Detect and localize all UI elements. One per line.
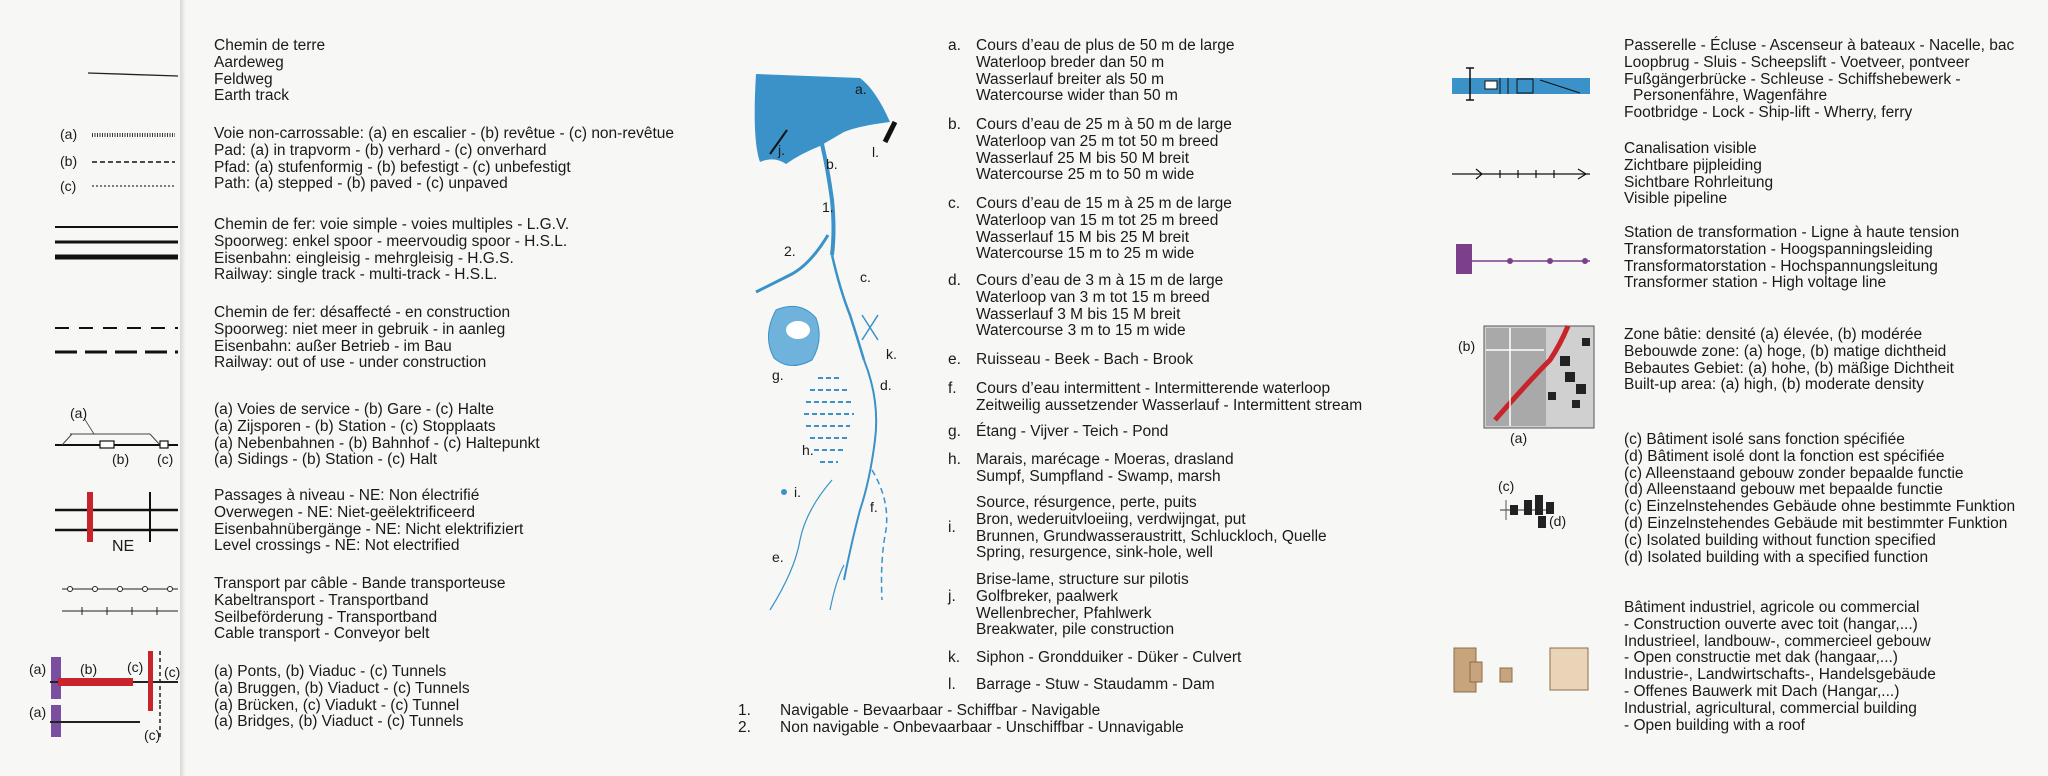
right-symbols (1440, 0, 1620, 776)
railway-disused-text: Chemin de fer: désaffecté - en construction Spoorweg: niet meer in gebruik - in aanleg Eisenbahn: außer Betrieb - im Bau Railway: out of use - under construction (214, 304, 511, 372)
map-label-b: b. (826, 156, 838, 172)
level-crossing-text: Passages à niveau - NE: Non électrifié Overwegen - NE: Niet-geëlektrificeerd Eisenbahnübergänge - NE: Nicht elektrifiziert Level crossings - NE: Not electrified (214, 487, 524, 555)
map-label-a: a. (855, 81, 867, 97)
navigable-line-2: 2. Non navigable - Onbevaarbaar - Unschiffbar - Unnavigable (738, 719, 1184, 736)
isolated-label-c: (c) (1498, 478, 1515, 494)
pipeline-symbol (1452, 169, 1590, 179)
bridges-text: (a) Ponts, (b) Viaduc - (c) Tunnels (a) Bruggen, (b) Viaduct - (c) Tunnels (a) Brücken, (c) Viadukt - (c) Tunnel (a) Bridges, (b) Viaduct - (c) Tunnels (214, 663, 470, 731)
dam-symbol (885, 122, 895, 142)
brook-2 (830, 565, 844, 610)
bridges-label-c1: (c) (127, 659, 144, 675)
sidings-label-a: (a) (70, 405, 88, 421)
transformer-text: Station de transformation - Ligne à haute tension Transformatorstation - Hoogspanningsleiding Transformatorstation - Hochspannungsleitung Transformer station - High voltage line (1624, 224, 1960, 292)
level-crossing-symbol (55, 492, 178, 542)
stream-d (844, 360, 876, 580)
intermittent-stream (872, 470, 887, 600)
bridges-label-a: (a) (29, 661, 47, 677)
brook (770, 480, 832, 610)
level-crossing-ne-label: NE (112, 538, 135, 555)
path-label-c: (c) (60, 178, 77, 194)
left-symbols (0, 0, 215, 776)
map-label-l: l. (872, 144, 879, 160)
map-label-c: c. (860, 269, 871, 285)
railway-text: Chemin de fer: voie simple - voies multiples - L.G.V. Spoorweg: enkel spoor - meervoudig spoor - H.S.L. Eisenbahn: eingleisig - mehrgleisig - H.G.S. Railway: single track - multi-track - H.S.L. (214, 216, 570, 284)
earth-track-line (88, 73, 178, 76)
water-features-map (740, 60, 920, 620)
sidings-label-c: (c) (157, 451, 174, 467)
map-label-1: 1. (822, 199, 834, 215)
bridges-label-c2: (c) (164, 664, 181, 680)
built-up-area-symbol (1484, 326, 1594, 428)
map-label-g: g. (772, 367, 784, 383)
map-label-2: 2. (784, 243, 796, 259)
earth-track-text: Chemin de terre Aardeweg Feldweg Earth track (214, 37, 326, 105)
footbridge-text: Passerelle - Écluse - Ascenseur à bateaux - Nacelle, bac Loopbrug - Sluis - Scheepslift - Voetveer, pontveer Fußgängerbrücke - Schleuse - Schiffshebewerk - Personenfähre, Wagenfähre Footbridge - Lock - Ship-lift - Wherry, ferry (1624, 37, 2015, 122)
pipeline-text: Canalisation visible Zichtbare pijpleiding Sichtbare Rohrleitung Visible pipeline (1624, 140, 1774, 208)
map-label-i: i. (794, 484, 801, 500)
spring-symbol (781, 489, 787, 495)
industrial-text: Bâtiment industriel, agricole ou commercial - Construction ouverte avec toit (hangar,...) Industrieel, landbouw-, commercieel gebouw - Open constructie met dak (hangaar,...) Industrie-, Landwirtschafts-, Handelsgebäude - Offenes Bauwerk mit Dach (Hangar,...) Industrial, agricultural, commercial building - Open building with a roof (1624, 599, 1936, 734)
built-up-label-a: (a) (1510, 430, 1528, 446)
footbridge-lock-symbol (1452, 68, 1590, 100)
culvert-symbol (862, 315, 878, 340)
cable-transport-symbol (62, 587, 178, 616)
bridges-label-c3: (c) (144, 727, 161, 743)
map-label-f: f. (870, 499, 878, 515)
isolated-building-symbol (1500, 495, 1554, 528)
path-label-b: (b) (60, 153, 78, 169)
navigable-line-1: 1. Navigable - Bevaarbaar - Schiffbar - Navigable (738, 702, 1101, 719)
transformer-symbol (1456, 244, 1590, 274)
map-label-h: h. (802, 442, 814, 458)
built-up-text: Zone bâtie: densité (a) élevée, (b) modérée Bebouwde zone: (a) hoge, (b) matige dichtheid Bebautes Gebiet: (a) hohe, (b) mäßige Dichtheit Built-up area: (a) high, (b) moderate density (1624, 326, 1954, 394)
built-up-label-b: (b) (1458, 338, 1476, 354)
path-text: Voie non-carrossable: (a) en escalier - (b) revêtue - (c) non-revêtue Pad: (a) in trapvorm - (b) verhard - (c) onverhard Pfad: (a) stufenformig - (b) befestigt - (c) unbefestigt Path: (a) stepped - (b) paved - (c) unpaved (214, 125, 675, 193)
cable-text: Transport par câble - Bande transporteuse Kabeltransport - Transportband Seilbeförderung - Transportband Cable transport - Conveyor belt (214, 575, 506, 643)
sidings-symbol (55, 418, 178, 448)
path-label-a: (a) (60, 126, 78, 142)
industrial-building-symbol (1454, 648, 1588, 692)
isolated-label-d: (d) (1549, 513, 1567, 529)
bridges-label-a2: (a) (29, 704, 47, 720)
bridges-label-b: (b) (80, 661, 98, 677)
isolated-text: (c) Bâtiment isolé sans fonction spécifiée (d) Bâtiment isolé dont la fonction est spécifiée (c) Alleenstaand gebouw zonder bepaalde functie (d) Alleenstaand gebouw met bepaalde functie (c) Einzelnstehendes Gebäude ohne bestimmte Funktion (d) Einzelnstehendes Gebäude mit bestimmter Funktion (c) Isolated building without function specified (d) Isolated building with a specified function (1624, 431, 2016, 566)
map-label-e: e. (772, 549, 784, 565)
sidings-text: (a) Voies de service - (b) Gare - (c) Halte (a) Zijsporen - (b) Station - (c) Stopplaats (a) Nebenbahnen - (b) Bahnhof - (c) Haltepunkt (a) Sidings - (b) Station - (c) Halt (214, 401, 540, 469)
sidings-label-b: (b) (112, 451, 130, 467)
map-label-k: k. (886, 346, 897, 362)
map-label-d: d. (880, 377, 892, 393)
map-label-j: j. (778, 142, 785, 158)
